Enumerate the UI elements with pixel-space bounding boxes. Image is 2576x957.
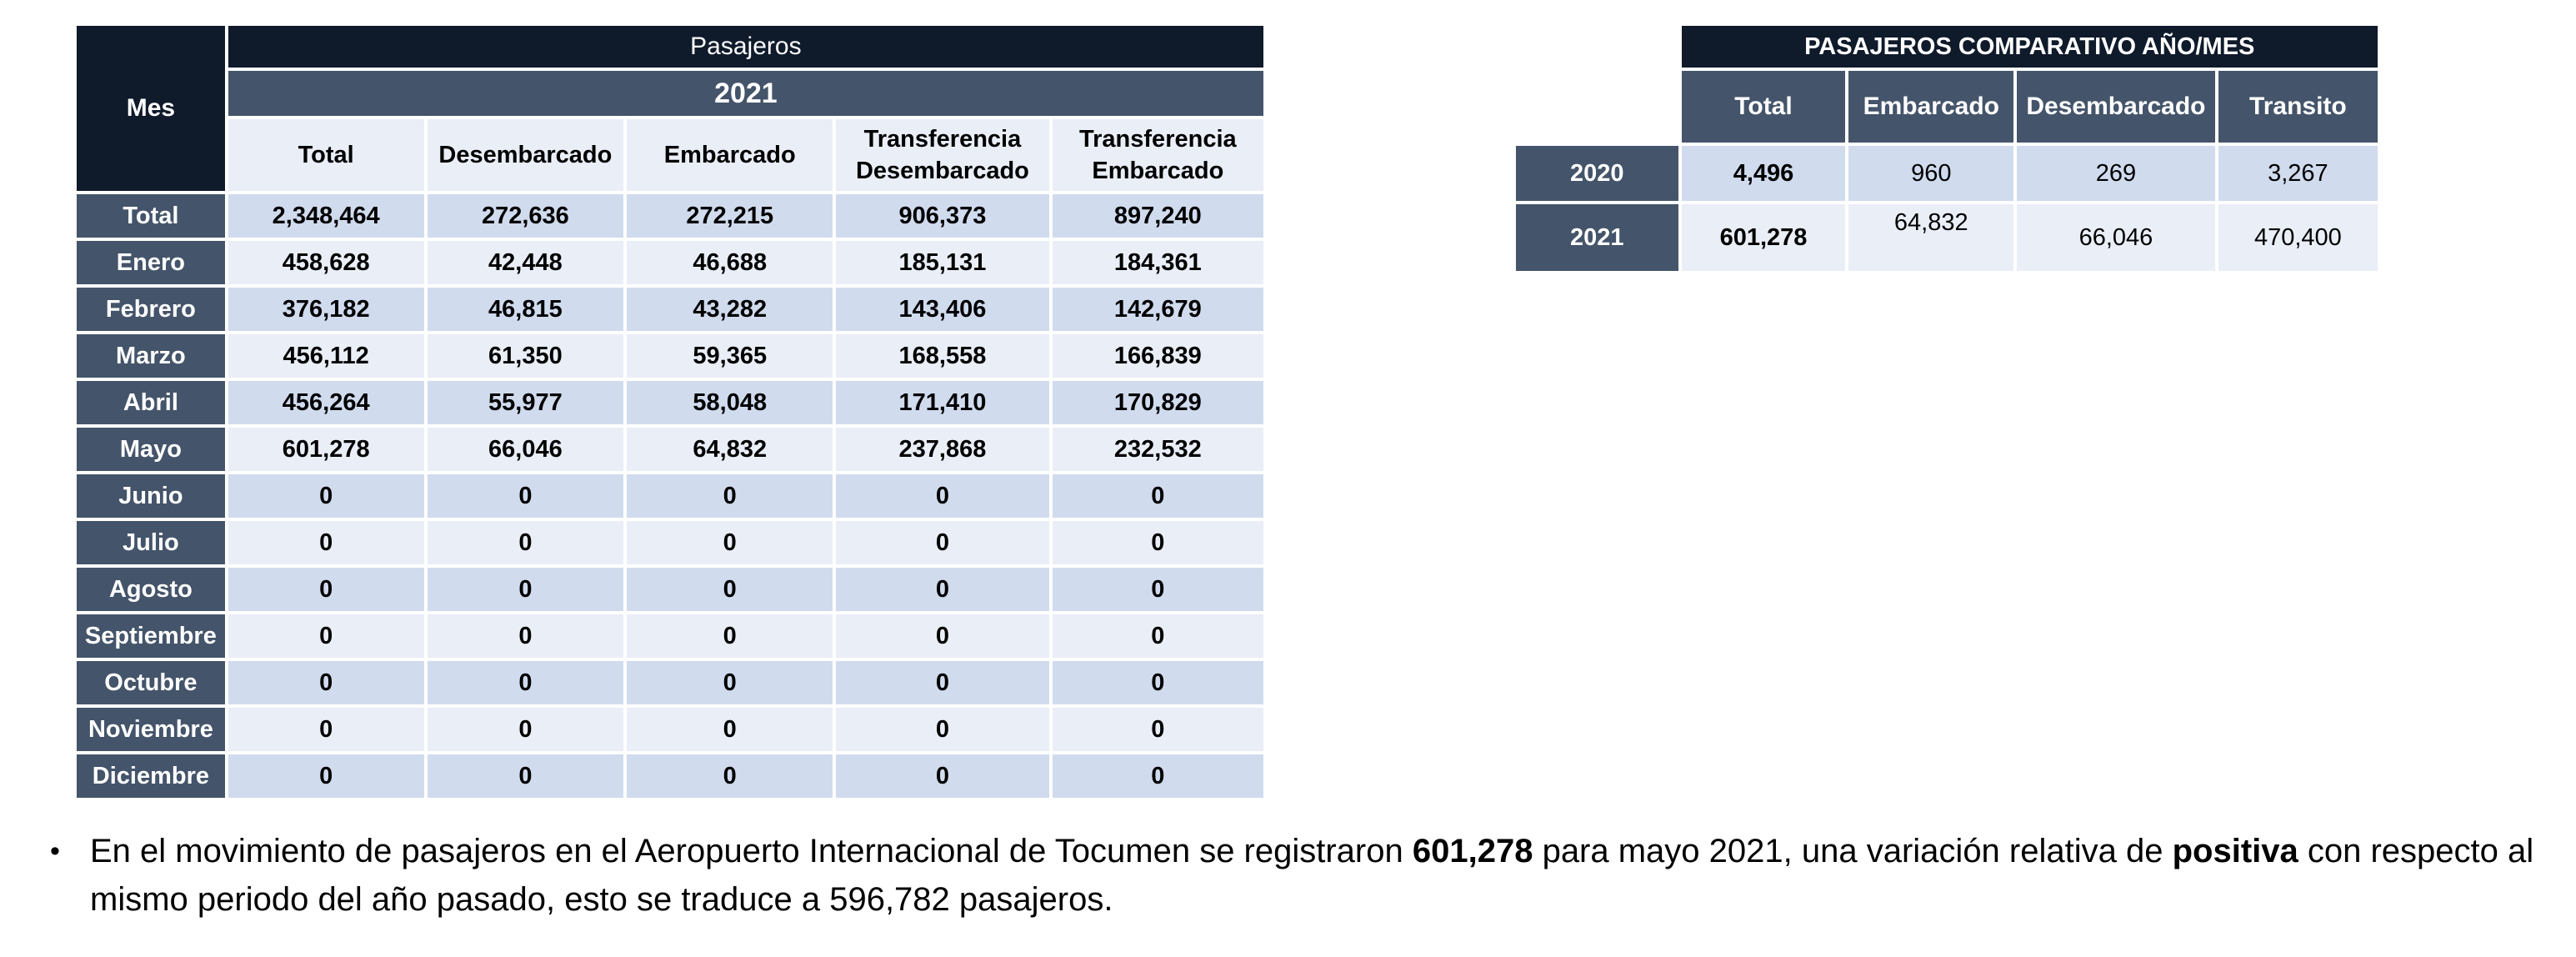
table-cell: 142,679 bbox=[1051, 286, 1265, 333]
table-cell: 0 bbox=[227, 659, 426, 706]
row-label: Noviembre bbox=[75, 706, 227, 753]
year-header: 2021 bbox=[227, 69, 1265, 118]
table-cell: 64,832 bbox=[625, 426, 834, 473]
table-cell: 906,373 bbox=[834, 193, 1050, 239]
table-cell: 0 bbox=[834, 706, 1050, 753]
table-cell: 64,832 bbox=[1847, 203, 2015, 273]
table-cell: 458,628 bbox=[227, 239, 426, 286]
table-cell: 456,264 bbox=[227, 379, 426, 426]
summary-note bbox=[50, 827, 2558, 924]
row-label: Marzo bbox=[75, 333, 227, 379]
table-cell: 0 bbox=[227, 566, 426, 613]
table-row bbox=[75, 659, 1265, 706]
table-cell: 0 bbox=[625, 753, 834, 799]
table-cell: 3,267 bbox=[2217, 144, 2379, 203]
note-text: con respecto al mismo periodo del año pasado, esto se traduce a 596,782 pasajeros. bbox=[90, 833, 2534, 918]
table-row bbox=[75, 239, 1265, 286]
table-row bbox=[75, 519, 1265, 566]
table-cell: 272,636 bbox=[426, 193, 626, 239]
table-cell: 601,278 bbox=[227, 426, 426, 473]
table-cell: 601,278 bbox=[1680, 203, 1848, 273]
row-label: Mayo bbox=[75, 426, 227, 473]
table-cell: 66,046 bbox=[426, 426, 626, 473]
table-cell: 0 bbox=[834, 566, 1050, 613]
table-cell: 0 bbox=[834, 519, 1050, 566]
column-header-embarcado: Embarcado bbox=[625, 118, 834, 193]
table-cell: 43,282 bbox=[625, 286, 834, 333]
bullet-icon: • bbox=[50, 835, 60, 867]
table-row bbox=[75, 566, 1265, 613]
table-row bbox=[75, 706, 1265, 753]
column-header-transferencia-embarcado: Transferencia Embarcado bbox=[1051, 118, 1265, 193]
table-cell: 58,048 bbox=[625, 379, 834, 426]
comparative-header-transito: Transito bbox=[2217, 69, 2379, 144]
table-cell: 170,829 bbox=[1051, 379, 1265, 426]
table-cell: 143,406 bbox=[834, 286, 1050, 333]
row-label: Septiembre bbox=[75, 613, 227, 659]
month-column-header: Mes bbox=[75, 24, 227, 193]
row-label: Enero bbox=[75, 239, 227, 286]
table-cell: 0 bbox=[625, 706, 834, 753]
table-cell: 0 bbox=[1051, 613, 1265, 659]
table-cell: 0 bbox=[426, 613, 626, 659]
row-label: Octubre bbox=[75, 659, 227, 706]
row-label: Junio bbox=[75, 473, 227, 519]
table-cell: 0 bbox=[834, 473, 1050, 519]
table-cell: 171,410 bbox=[834, 379, 1050, 426]
table-cell: 0 bbox=[1051, 519, 1265, 566]
row-label: Febrero bbox=[75, 286, 227, 333]
table-cell: 46,688 bbox=[625, 239, 834, 286]
table-cell: 0 bbox=[227, 519, 426, 566]
table-cell: 0 bbox=[227, 706, 426, 753]
table-row bbox=[75, 473, 1265, 519]
table-cell: 55,977 bbox=[426, 379, 626, 426]
table-cell: 166,839 bbox=[1051, 333, 1265, 379]
note-text: para mayo 2021, una variación relativa de bbox=[1533, 833, 2173, 869]
table-row bbox=[75, 193, 1265, 239]
row-label: Total bbox=[75, 193, 227, 239]
table-cell: 0 bbox=[426, 473, 626, 519]
table-cell: 0 bbox=[227, 753, 426, 799]
comparative-table bbox=[1513, 23, 2381, 274]
table-cell: 168,558 bbox=[834, 333, 1050, 379]
row-label: Agosto bbox=[75, 566, 227, 613]
table-cell: 0 bbox=[1051, 566, 1265, 613]
table-row bbox=[75, 379, 1265, 426]
table-cell: 0 bbox=[625, 519, 834, 566]
table-cell: 4,496 bbox=[1680, 144, 1848, 203]
comparative-header-embarcado: Embarcado bbox=[1847, 69, 2015, 144]
table-cell: 269 bbox=[2015, 144, 2217, 203]
table-cell: 0 bbox=[426, 519, 626, 566]
column-header-total: Total bbox=[227, 118, 426, 193]
table-cell: 61,350 bbox=[426, 333, 626, 379]
table-cell: 376,182 bbox=[227, 286, 426, 333]
table-cell: 456,112 bbox=[227, 333, 426, 379]
table-cell: 960 bbox=[1847, 144, 2015, 203]
table-cell: 0 bbox=[426, 753, 626, 799]
note-text: En el movimiento de pasajeros en el Aeropuerto Internacional de Tocumen se registraron bbox=[90, 833, 1413, 869]
table-cell: 232,532 bbox=[1051, 426, 1265, 473]
table-cell: 2,348,464 bbox=[227, 193, 426, 239]
table-cell: 0 bbox=[625, 566, 834, 613]
table-cell: 897,240 bbox=[1051, 193, 1265, 239]
table-cell: 0 bbox=[625, 613, 834, 659]
note-highlight-word: positiva bbox=[2172, 833, 2298, 869]
table-cell: 0 bbox=[834, 753, 1050, 799]
comparative-header-total: Total bbox=[1680, 69, 1848, 144]
table-cell: 0 bbox=[1051, 659, 1265, 706]
comparative-title: PASAJEROS COMPARATIVO AÑO/MES bbox=[1680, 24, 2379, 69]
table-row bbox=[75, 333, 1265, 379]
row-label: Abril bbox=[75, 379, 227, 426]
blank-corner bbox=[1514, 24, 1680, 69]
row-label: Diciembre bbox=[75, 753, 227, 799]
row-label: 2020 bbox=[1514, 144, 1680, 203]
table-row bbox=[75, 753, 1265, 799]
table-cell: 66,046 bbox=[2015, 203, 2217, 273]
table-cell: 0 bbox=[227, 473, 426, 519]
table-cell: 185,131 bbox=[834, 239, 1050, 286]
table-cell: 0 bbox=[1051, 706, 1265, 753]
table-cell: 0 bbox=[1051, 473, 1265, 519]
column-header-transferencia-desembarcado: Transferencia Desembarcado bbox=[834, 118, 1050, 193]
summary-note-text bbox=[90, 827, 2558, 924]
row-label: Julio bbox=[75, 519, 227, 566]
table-row bbox=[75, 613, 1265, 659]
row-label: 2021 bbox=[1514, 203, 1680, 273]
table-cell: 0 bbox=[1051, 753, 1265, 799]
passengers-group-header: Pasajeros bbox=[227, 24, 1265, 69]
monthly-passengers-table bbox=[73, 23, 1267, 801]
note-highlight-value: 601,278 bbox=[1412, 833, 1533, 869]
table-cell: 0 bbox=[227, 613, 426, 659]
table-cell: 0 bbox=[426, 566, 626, 613]
column-header-desembarcado: Desembarcado bbox=[426, 118, 626, 193]
table-row bbox=[1514, 144, 2379, 203]
table-cell: 0 bbox=[625, 659, 834, 706]
monthly-table-body bbox=[75, 193, 1265, 799]
table-cell: 42,448 bbox=[426, 239, 626, 286]
table-row bbox=[1514, 203, 2379, 273]
table-cell: 184,361 bbox=[1051, 239, 1265, 286]
table-cell: 237,868 bbox=[834, 426, 1050, 473]
blank-corner bbox=[1514, 69, 1680, 144]
table-cell: 0 bbox=[834, 659, 1050, 706]
table-cell: 0 bbox=[625, 473, 834, 519]
table-cell: 0 bbox=[426, 706, 626, 753]
table-row bbox=[75, 286, 1265, 333]
table-cell: 470,400 bbox=[2217, 203, 2379, 273]
table-cell: 272,215 bbox=[625, 193, 834, 239]
table-cell: 0 bbox=[834, 613, 1050, 659]
table-cell: 59,365 bbox=[625, 333, 834, 379]
table-cell: 46,815 bbox=[426, 286, 626, 333]
comparative-header-desembarcado: Desembarcado bbox=[2015, 69, 2217, 144]
table-cell: 0 bbox=[426, 659, 626, 706]
table-row bbox=[75, 426, 1265, 473]
